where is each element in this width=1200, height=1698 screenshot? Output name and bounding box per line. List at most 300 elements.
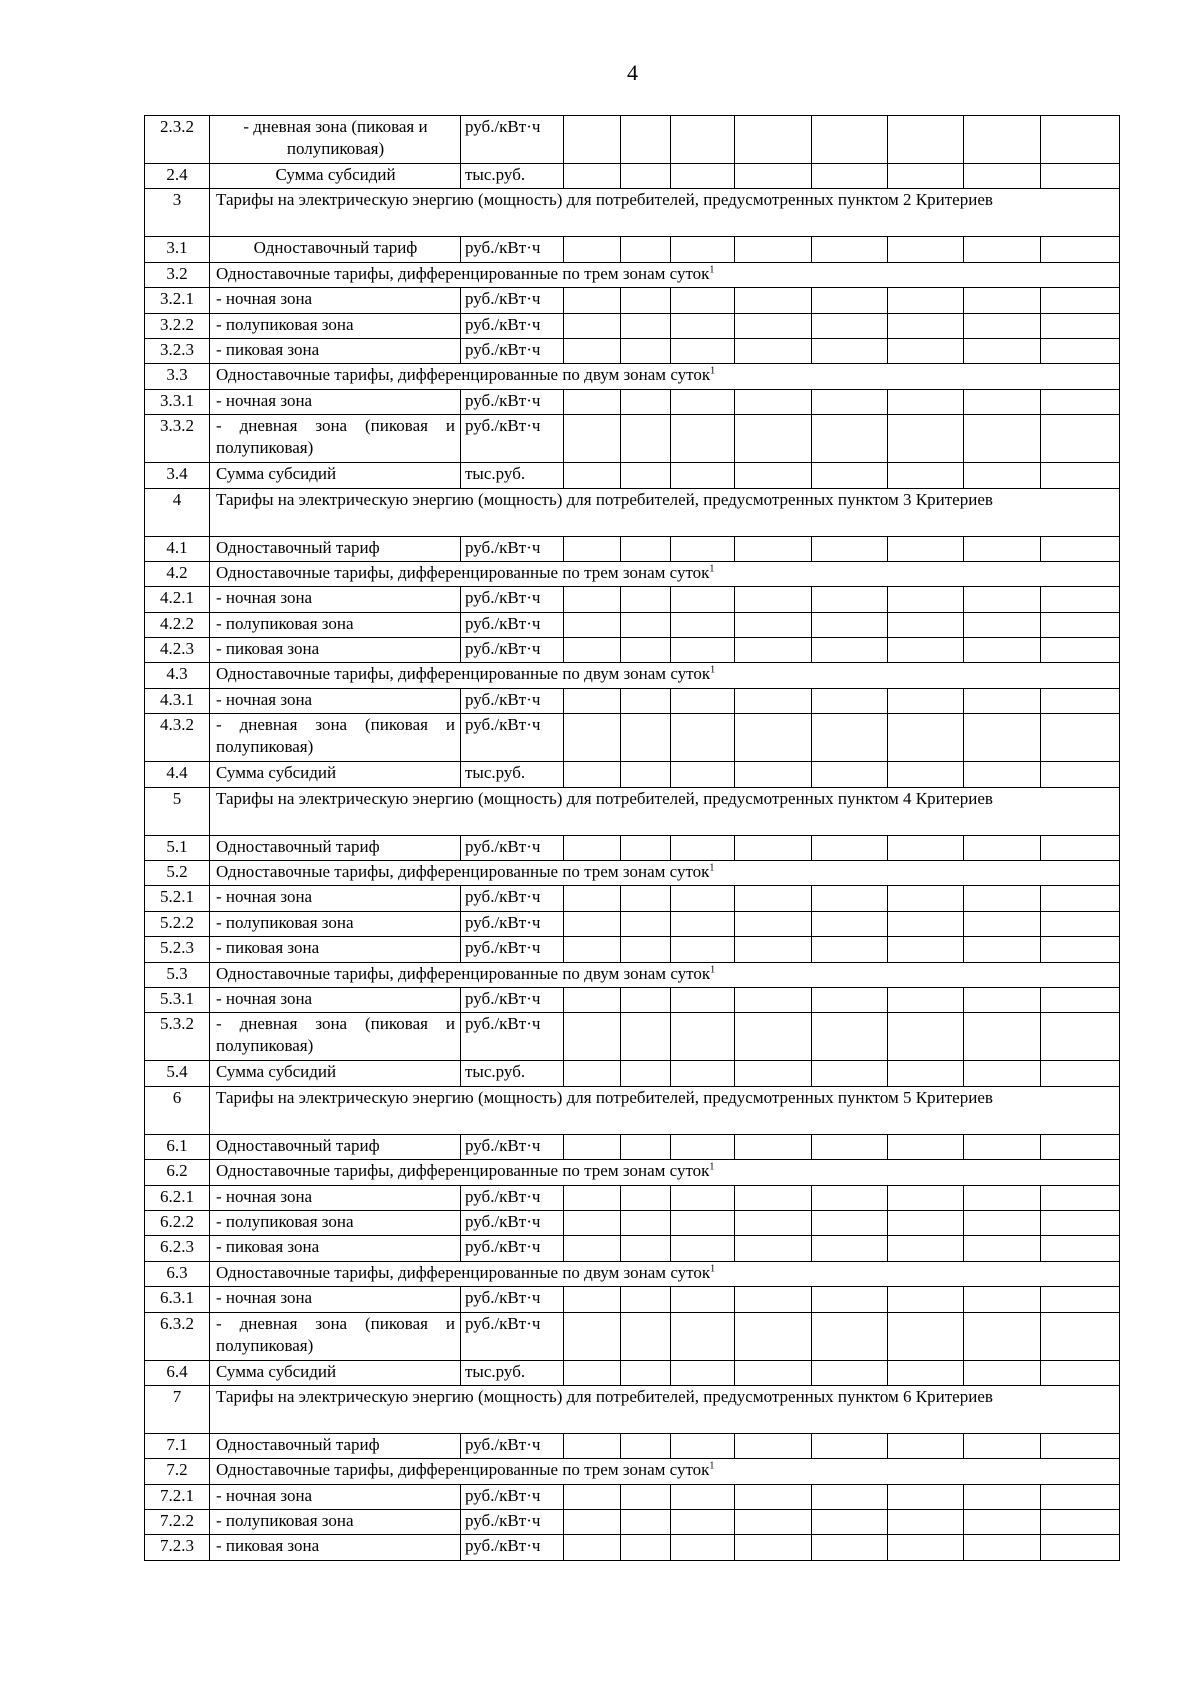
value-cell [888, 1134, 964, 1159]
value-cell [1041, 987, 1120, 1012]
value-cell [735, 288, 812, 313]
row-label: - ночная зона [210, 587, 461, 612]
value-cell [1041, 116, 1120, 164]
value-cell [671, 987, 735, 1012]
value-cell [671, 1510, 735, 1535]
section-row [145, 1086, 1120, 1134]
section-title [210, 663, 1120, 688]
value-cell [964, 164, 1041, 189]
section-row [145, 262, 1120, 287]
value-cell [564, 1236, 621, 1261]
unit-cell: руб./кВт·ч [461, 1510, 564, 1535]
value-cell [564, 1185, 621, 1210]
value-cell [735, 1433, 812, 1458]
value-cell [621, 612, 671, 637]
value-cell [1041, 638, 1120, 663]
row-number: 6.2.2 [145, 1210, 210, 1235]
section-row [145, 561, 1120, 586]
unit-cell: руб./кВт·ч [461, 1013, 564, 1061]
value-cell [735, 313, 812, 338]
row-number: 6.2.1 [145, 1185, 210, 1210]
row-number: 7.2.2 [145, 1510, 210, 1535]
value-cell [888, 1535, 964, 1560]
value-cell [621, 1210, 671, 1235]
section-title-text: Тарифы на электрическую энергию (мощность) для потребителей, предусмотренных пунктом 3 Критериев [216, 489, 993, 509]
value-cell [735, 1510, 812, 1535]
row-number: 5.2.2 [145, 911, 210, 936]
section-title [210, 1160, 1120, 1185]
row-label: Сумма субсидий [210, 1061, 461, 1086]
value-cell [1041, 1210, 1120, 1235]
row-number: 4.3.2 [145, 714, 210, 762]
value-cell [964, 937, 1041, 962]
row-number: 3.4 [145, 463, 210, 488]
section-title [210, 861, 1120, 886]
value-cell [888, 415, 964, 463]
value-cell [1041, 237, 1120, 262]
section-row [145, 1261, 1120, 1286]
footnote-mark: 1 [710, 1263, 716, 1275]
row-number: 6.3.1 [145, 1287, 210, 1312]
table-row [145, 762, 1120, 787]
value-cell [964, 762, 1041, 787]
value-cell [564, 1061, 621, 1086]
value-cell [1041, 1433, 1120, 1458]
row-label: Сумма субсидий [210, 1360, 461, 1385]
section-row [145, 663, 1120, 688]
value-cell [671, 587, 735, 612]
row-number: 3.1 [145, 237, 210, 262]
value-cell [888, 536, 964, 561]
section-title-text: Одноставочные тарифы, дифференцированные по трем зонам суток [216, 1460, 710, 1480]
value-cell [888, 612, 964, 637]
value-cell [621, 463, 671, 488]
value-cell [735, 612, 812, 637]
section-title-text: Одноставочные тарифы, дифференцированные по двум зонам суток [216, 365, 711, 385]
unit-cell: руб./кВт·ч [461, 835, 564, 860]
section-row [145, 1385, 1120, 1433]
table-row [145, 463, 1120, 488]
value-cell [621, 911, 671, 936]
section-title-text: Тарифы на электрическую энергию (мощность) для потребителей, предусмотренных пунктом 5 Критериев [216, 1087, 993, 1107]
unit-cell: руб./кВт·ч [461, 911, 564, 936]
row-label: - ночная зона [210, 987, 461, 1012]
table-row [145, 536, 1120, 561]
value-cell [964, 1360, 1041, 1385]
table-row [145, 1210, 1120, 1235]
row-number: 3.3.1 [145, 389, 210, 414]
value-cell [735, 237, 812, 262]
value-cell [888, 1510, 964, 1535]
value-cell [812, 1312, 888, 1360]
unit-cell: руб./кВт·ч [461, 638, 564, 663]
table-row [145, 116, 1120, 164]
value-cell [964, 987, 1041, 1012]
value-cell [812, 164, 888, 189]
value-cell [564, 1312, 621, 1360]
row-number: 5.1 [145, 835, 210, 860]
row-label: - полупиковая зона [210, 1210, 461, 1235]
row-number: 6.4 [145, 1360, 210, 1385]
value-cell [964, 886, 1041, 911]
value-cell [888, 911, 964, 936]
value-cell [671, 1134, 735, 1159]
value-cell [621, 338, 671, 363]
value-cell [964, 1061, 1041, 1086]
unit-cell: руб./кВт·ч [461, 1433, 564, 1458]
value-cell [812, 288, 888, 313]
value-cell [621, 116, 671, 164]
section-title [210, 189, 1120, 237]
value-cell [671, 415, 735, 463]
value-cell [964, 587, 1041, 612]
row-label: - полупиковая зона [210, 1510, 461, 1535]
value-cell [621, 1312, 671, 1360]
value-cell [812, 1433, 888, 1458]
value-cell [1041, 835, 1120, 860]
footnote-mark: 1 [710, 365, 716, 377]
value-cell [621, 714, 671, 762]
row-label: Одноставочный тариф [210, 1134, 461, 1159]
value-cell [671, 536, 735, 561]
unit-cell: руб./кВт·ч [461, 1312, 564, 1360]
section-title [210, 262, 1120, 287]
value-cell [964, 1287, 1041, 1312]
value-cell [812, 688, 888, 713]
value-cell [964, 536, 1041, 561]
section-row [145, 364, 1120, 389]
table-row [145, 1061, 1120, 1086]
table-row [145, 1185, 1120, 1210]
row-number: 4.2 [145, 561, 210, 586]
value-cell [1041, 288, 1120, 313]
value-cell [1041, 1185, 1120, 1210]
value-cell [671, 338, 735, 363]
value-cell [621, 1287, 671, 1312]
value-cell [964, 389, 1041, 414]
value-cell [621, 1433, 671, 1458]
unit-cell: руб./кВт·ч [461, 313, 564, 338]
value-cell [812, 338, 888, 363]
row-number: 4.2.1 [145, 587, 210, 612]
unit-cell: руб./кВт·ч [461, 1134, 564, 1159]
value-cell [621, 937, 671, 962]
row-number: 7.2 [145, 1459, 210, 1484]
value-cell [888, 1287, 964, 1312]
value-cell [812, 1013, 888, 1061]
value-cell [671, 1013, 735, 1061]
value-cell [621, 1013, 671, 1061]
footnote-mark: 1 [709, 1161, 715, 1173]
value-cell [812, 762, 888, 787]
section-title [210, 1459, 1120, 1484]
value-cell [564, 638, 621, 663]
value-cell [735, 688, 812, 713]
value-cell [888, 313, 964, 338]
value-cell [1041, 1134, 1120, 1159]
value-cell [735, 762, 812, 787]
value-cell [812, 237, 888, 262]
row-label: - ночная зона [210, 1185, 461, 1210]
section-title [210, 962, 1120, 987]
table-row [145, 937, 1120, 962]
table-row [145, 338, 1120, 363]
value-cell [964, 288, 1041, 313]
value-cell [964, 1236, 1041, 1261]
value-cell [671, 714, 735, 762]
value-cell [964, 1535, 1041, 1560]
table-row [145, 714, 1120, 762]
value-cell [964, 688, 1041, 713]
row-number: 6.1 [145, 1134, 210, 1159]
value-cell [888, 1360, 964, 1385]
row-number: 5.3 [145, 962, 210, 987]
section-title-text: Тарифы на электрическую энергию (мощность) для потребителей, предусмотренных пунктом 4 Критериев [216, 788, 993, 808]
value-cell [812, 1535, 888, 1560]
value-cell [735, 714, 812, 762]
value-cell [671, 911, 735, 936]
section-row [145, 1160, 1120, 1185]
section-row [145, 861, 1120, 886]
value-cell [671, 389, 735, 414]
table-row [145, 288, 1120, 313]
row-label: - полупиковая зона [210, 911, 461, 936]
value-cell [735, 1360, 812, 1385]
unit-cell: тыс.руб. [461, 164, 564, 189]
value-cell [812, 389, 888, 414]
row-label: - полупиковая зона [210, 313, 461, 338]
value-cell [671, 612, 735, 637]
value-cell [621, 164, 671, 189]
value-cell [621, 688, 671, 713]
footnote-mark: 1 [710, 963, 716, 975]
value-cell [621, 1134, 671, 1159]
value-cell [1041, 313, 1120, 338]
value-cell [671, 1210, 735, 1235]
row-number: 3.3.2 [145, 415, 210, 463]
value-cell [1041, 1287, 1120, 1312]
footnote-mark: 1 [709, 563, 715, 575]
unit-cell: тыс.руб. [461, 1061, 564, 1086]
value-cell [888, 1236, 964, 1261]
value-cell [621, 638, 671, 663]
value-cell [621, 237, 671, 262]
row-label: - дневная зона (пиковая и полупиковая) [210, 1013, 461, 1061]
value-cell [564, 415, 621, 463]
row-label: Сумма субсидий [210, 762, 461, 787]
table-row [145, 1510, 1120, 1535]
section-title [210, 1385, 1120, 1433]
section-row [145, 488, 1120, 536]
value-cell [735, 911, 812, 936]
section-row [145, 787, 1120, 835]
value-cell [564, 389, 621, 414]
value-cell [1041, 911, 1120, 936]
value-cell [735, 1484, 812, 1509]
table-row [145, 612, 1120, 637]
footnote-mark: 1 [709, 264, 715, 276]
value-cell [671, 1360, 735, 1385]
value-cell [888, 1210, 964, 1235]
unit-cell: руб./кВт·ч [461, 536, 564, 561]
value-cell [812, 1236, 888, 1261]
value-cell [964, 1312, 1041, 1360]
section-title [210, 364, 1120, 389]
value-cell [564, 835, 621, 860]
section-title-text: Одноставочные тарифы, дифференцированные по трем зонам суток [216, 862, 710, 882]
row-label: - полупиковая зона [210, 612, 461, 637]
value-cell [564, 536, 621, 561]
row-number: 2.3.2 [145, 116, 210, 164]
unit-cell: руб./кВт·ч [461, 612, 564, 637]
value-cell [812, 886, 888, 911]
row-number: 4 [145, 488, 210, 536]
value-cell [1041, 463, 1120, 488]
table-row [145, 164, 1120, 189]
value-cell [671, 237, 735, 262]
value-cell [812, 1287, 888, 1312]
value-cell [621, 1484, 671, 1509]
value-cell [888, 338, 964, 363]
unit-cell: руб./кВт·ч [461, 886, 564, 911]
row-number: 5 [145, 787, 210, 835]
value-cell [812, 612, 888, 637]
value-cell [564, 587, 621, 612]
value-cell [1041, 886, 1120, 911]
table-row [145, 911, 1120, 936]
value-cell [812, 415, 888, 463]
row-label: Одноставочный тариф [210, 536, 461, 561]
value-cell [888, 463, 964, 488]
section-title [210, 561, 1120, 586]
row-number: 6 [145, 1086, 210, 1134]
tariff-table [144, 115, 1120, 1561]
row-label: - дневная зона (пиковая и полупиковая) [210, 116, 461, 164]
row-label: - дневная зона (пиковая и полупиковая) [210, 415, 461, 463]
value-cell [1041, 1013, 1120, 1061]
value-cell [735, 1535, 812, 1560]
value-cell [621, 1510, 671, 1535]
unit-cell: руб./кВт·ч [461, 587, 564, 612]
value-cell [964, 463, 1041, 488]
unit-cell: руб./кВт·ч [461, 688, 564, 713]
value-cell [564, 1013, 621, 1061]
value-cell [735, 1013, 812, 1061]
value-cell [1041, 1510, 1120, 1535]
row-number: 4.4 [145, 762, 210, 787]
unit-cell: руб./кВт·ч [461, 116, 564, 164]
value-cell [735, 937, 812, 962]
row-number: 6.3.2 [145, 1312, 210, 1360]
table-row [145, 313, 1120, 338]
unit-cell: руб./кВт·ч [461, 1535, 564, 1560]
row-number: 4.2.2 [145, 612, 210, 637]
value-cell [621, 415, 671, 463]
value-cell [671, 1433, 735, 1458]
row-number: 2.4 [145, 164, 210, 189]
value-cell [1041, 937, 1120, 962]
row-label: - пиковая зона [210, 937, 461, 962]
value-cell [735, 116, 812, 164]
unit-cell: руб./кВт·ч [461, 1484, 564, 1509]
value-cell [671, 313, 735, 338]
value-cell [888, 1185, 964, 1210]
row-label: - пиковая зона [210, 1236, 461, 1261]
value-cell [671, 937, 735, 962]
value-cell [671, 164, 735, 189]
row-number: 4.3.1 [145, 688, 210, 713]
row-number: 6.2.3 [145, 1236, 210, 1261]
row-number: 3 [145, 189, 210, 237]
value-cell [1041, 1535, 1120, 1560]
value-cell [964, 835, 1041, 860]
row-number: 5.4 [145, 1061, 210, 1086]
value-cell [564, 1510, 621, 1535]
section-title-text: Одноставочные тарифы, дифференцированные по двум зонам суток [216, 664, 711, 684]
value-cell [888, 1433, 964, 1458]
value-cell [671, 1312, 735, 1360]
section-title-text: Одноставочные тарифы, дифференцированные по трем зонам суток [216, 562, 710, 582]
table-row [145, 987, 1120, 1012]
section-row [145, 189, 1120, 237]
unit-cell: руб./кВт·ч [461, 1287, 564, 1312]
table-row [145, 886, 1120, 911]
value-cell [621, 987, 671, 1012]
value-cell [735, 1210, 812, 1235]
value-cell [735, 1185, 812, 1210]
value-cell [1041, 714, 1120, 762]
unit-cell: тыс.руб. [461, 1360, 564, 1385]
value-cell [812, 1510, 888, 1535]
value-cell [735, 1236, 812, 1261]
row-number: 7.1 [145, 1433, 210, 1458]
value-cell [621, 762, 671, 787]
value-cell [1041, 1236, 1120, 1261]
value-cell [621, 1061, 671, 1086]
value-cell [671, 762, 735, 787]
value-cell [1041, 1312, 1120, 1360]
value-cell [564, 313, 621, 338]
value-cell [735, 638, 812, 663]
value-cell [964, 237, 1041, 262]
value-cell [671, 835, 735, 860]
row-number: 6.2 [145, 1160, 210, 1185]
value-cell [812, 937, 888, 962]
value-cell [735, 463, 812, 488]
value-cell [964, 1013, 1041, 1061]
value-cell [735, 886, 812, 911]
row-number: 3.2 [145, 262, 210, 287]
value-cell [1041, 762, 1120, 787]
value-cell [964, 638, 1041, 663]
value-cell [812, 714, 888, 762]
table-row [145, 1433, 1120, 1458]
row-number: 5.2.1 [145, 886, 210, 911]
row-number: 7.2.1 [145, 1484, 210, 1509]
row-label: Одноставочный тариф [210, 237, 461, 262]
value-cell [621, 536, 671, 561]
value-cell [671, 463, 735, 488]
value-cell [1041, 389, 1120, 414]
value-cell [1041, 164, 1120, 189]
value-cell [621, 587, 671, 612]
value-cell [564, 1535, 621, 1560]
value-cell [564, 762, 621, 787]
value-cell [671, 638, 735, 663]
value-cell [735, 338, 812, 363]
table-row [145, 415, 1120, 463]
value-cell [564, 288, 621, 313]
